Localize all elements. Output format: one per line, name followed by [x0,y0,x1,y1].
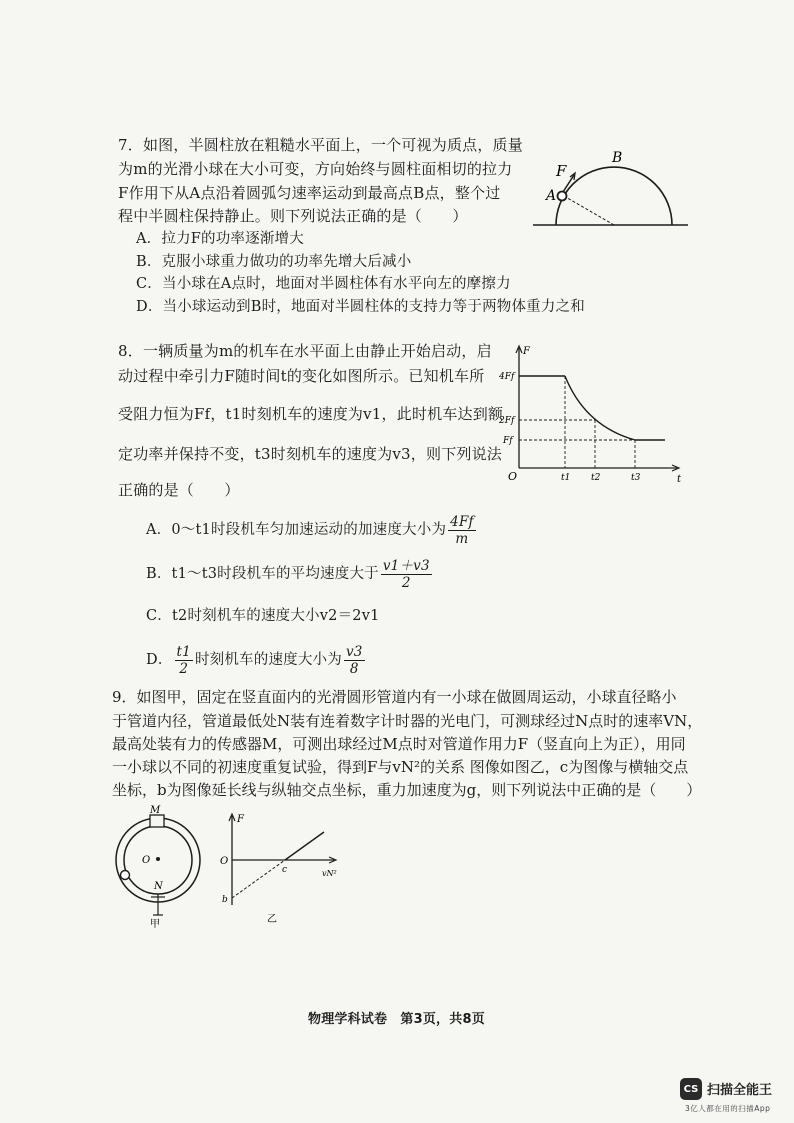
q8-option-a: A．0～t1时段机车匀加速运动的加速度大小为 $\frac{4Ff}{m}$ [146,513,474,547]
q8-line-3: 受阻力恒为Ff，t1时刻机车的速度为v1，此时机车达到额 [118,405,504,423]
q8-graph-tick-2ff: 2Ff [499,416,515,426]
q9-graph-c: c [282,865,288,875]
q7-option-c: C．当小球在A点时，地面对半圆柱体有水平向左的摩擦力 [136,276,511,292]
q8-graph-x-label: t [677,474,682,485]
q7-line-1: 7．如图，半圆柱放在粗糙水平面上，一个可视为质点，质量 [118,136,523,154]
q8-line-2: 动过程中牵引力F随时间t的变化如图所示。已知机车所 [118,367,485,385]
q8-option-b: B．t1～t3时段机车的平均速度大于 $\frac{v1+v3}{2}$ [146,557,430,591]
force-sensor-icon [150,815,164,827]
q8-option-d: D． $\frac{t1}{2}$ 时刻机车的速度大小为 $\frac{v3}{8}$ [146,643,363,677]
q9-caption-yi: 乙 [267,914,277,925]
q7-option-a: A．拉力F的功率逐渐增大 [136,231,304,247]
q8-graph-tick-ff: Ff [503,436,513,446]
q9-label-o: O [142,855,151,866]
q8-line-1: 8．一辆质量为m的机车在水平面上由静止开始启动，启 [118,342,492,360]
q7-option-b: B．克服小球重力做功的功率先增大后减小 [136,254,412,270]
q9-line-4: 一小球以不同的初速度重复试验，得到F与vN²的关系 图像如图乙，c为图像与横轴交点 [112,758,689,776]
q9-graph-origin: O [220,856,229,867]
ball-icon [558,192,567,201]
small-ball-icon [121,871,130,880]
q9-figure-yi [212,810,342,930]
q8-graph-tick-t2: t2 [591,473,601,483]
q9-line-1: 9．如图甲，固定在竖直面内的光滑圆形管道内有一小球在做圆周运动，小球直径略小 [112,688,677,706]
q7-label-b: B [612,150,623,166]
camscanner-logo-icon: CS [680,1078,702,1100]
camscanner-slogan: 3亿人都在用的扫描App [685,1104,771,1113]
q9-label-n: N [154,881,163,892]
q7-half-cylinder-figure [528,140,698,235]
q7-option-d: D．当小球运动到B时，地面对半圆柱体的支持力等于两物体重力之和 [136,299,585,315]
q9-caption-jia: 甲 [150,919,160,930]
q8-option-c: C．t2时刻机车的速度大小v2＝2v1 [146,608,380,624]
q9-label-m: M [150,805,161,816]
q8-graph-tick-t1: t1 [561,473,571,483]
q8-graph-tick-4ff: 4Ff [499,372,515,382]
q8-graph-tick-t3: t3 [631,473,641,483]
q8-graph-y-label: F [523,346,530,357]
q7-label-a: A [546,188,557,204]
q8-graph-origin: O [508,470,518,483]
camscanner-name: 扫描全能王 [707,1083,773,1098]
q7-label-f: F [556,162,567,180]
q9-graph-b: b [222,895,228,905]
q9-line-3: 最高处装有力的传感器M，可测出球经过M点时对管道作用力F（竖直向上为正），用同 [112,735,686,753]
q9-line-5: 坐标，b为图像延长线与纵轴交点坐标，重力加速度为g，则下列说法中正确的是（ ） [112,781,702,799]
q9-figure-jia [108,805,208,930]
q9-line-2: 于管道内径，管道最低处N装有连着数字计时器的光电门，可测球经过N点时的速率VN， [112,712,703,730]
q8-line-4: 定功率并保持不变，t3时刻机车的速度为v3，则下列说法 [118,445,502,463]
q7-line-2: 为m的光滑小球在大小可变，方向始终与圆柱面相切的拉力 [118,160,513,178]
page-footer: 物理学科试卷 第3页，共8页 [308,1012,485,1027]
q9-graph-y-label: F [237,814,244,825]
q8-force-time-graph [497,340,687,485]
q7-line-3: F作用下从A点沿着圆弧匀速率运动到最高点B点，整个过 [118,184,501,202]
q9-graph-x-label: vN² [322,869,337,878]
q7-line-4: 程中半圆柱保持静止。则下列说法正确的是（ ） [118,207,468,225]
q8-line-5: 正确的是（ ） [118,481,240,499]
